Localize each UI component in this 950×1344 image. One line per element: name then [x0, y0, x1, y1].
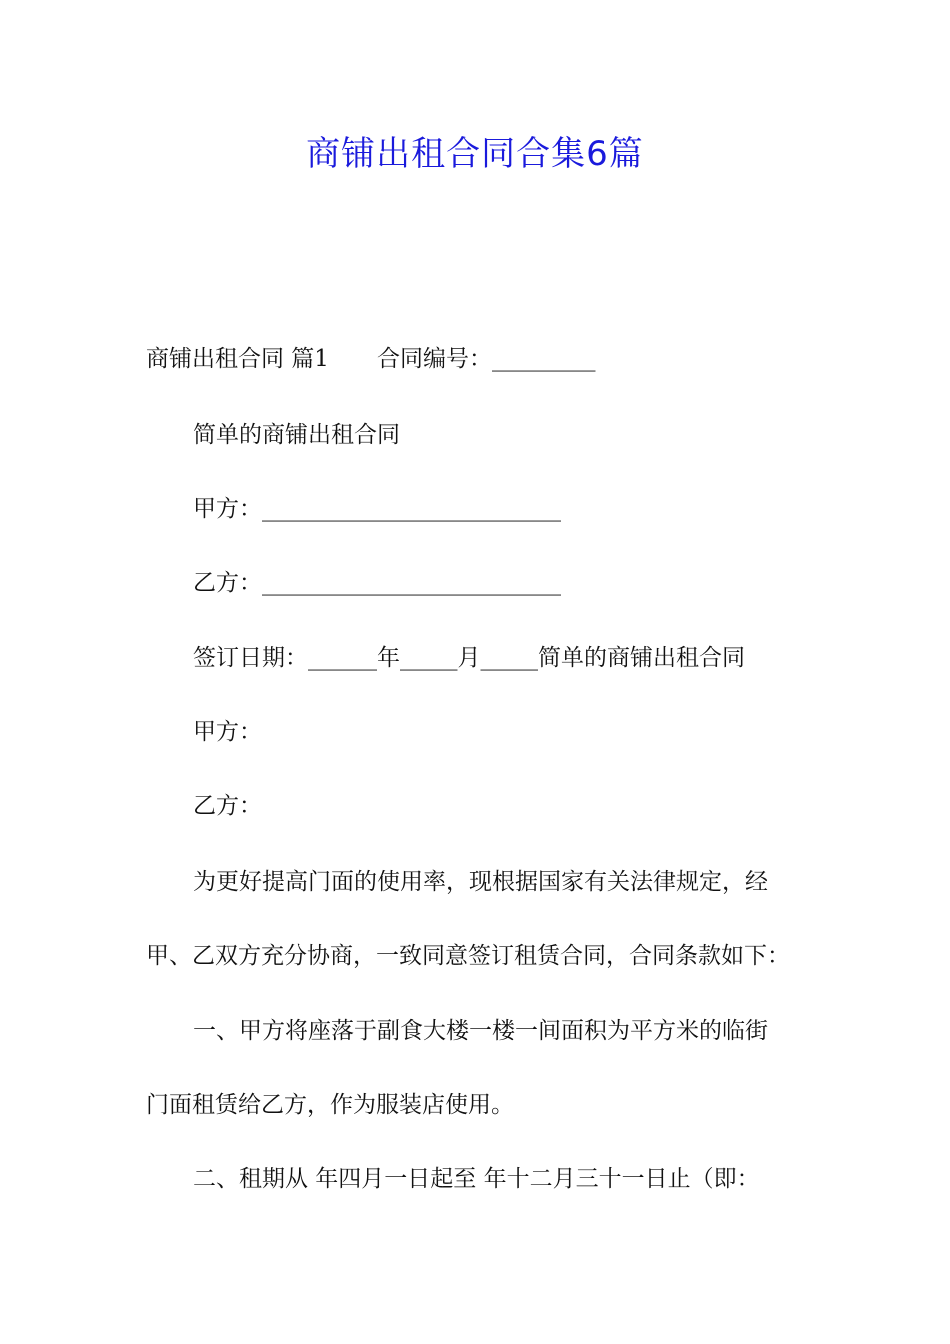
- simple-contract-title: 简单的商铺出租合同: [193, 422, 400, 448]
- paragraph-1-line-2: 甲、乙双方充分协商，一致同意签订租赁合同，合同条款如下：: [146, 943, 790, 969]
- document-title: 商铺出租合同合集6篇: [306, 134, 644, 174]
- paragraph-2-line-2: 门面租赁给乙方，作为服装店使用。: [146, 1092, 514, 1118]
- contract-heading: 商铺出租合同 篇1: [146, 346, 329, 372]
- party-a-label: 甲方：: [193, 719, 262, 745]
- party-b-label: 乙方：: [193, 793, 262, 819]
- paragraph-2-line-1: 一、甲方将座落于副食大楼一楼一间面积为平方米的临街: [193, 1018, 768, 1044]
- contract-number-label: 合同编号：_________: [376, 346, 596, 372]
- party-b-blank: 乙方：__________________________: [193, 570, 561, 596]
- paragraph-1-line-1: 为更好提高门面的使用率，现根据国家有关法律规定，经: [193, 869, 768, 895]
- sign-date-line: 签订日期：______年_____月_____简单的商铺出租合同: [193, 645, 745, 671]
- party-a-blank: 甲方：__________________________: [193, 496, 561, 522]
- paragraph-3-line-1: 二、租期从 年四月一日起至 年十二月三十一日止（即：: [193, 1166, 760, 1192]
- contract-heading-line: [146, 344, 816, 374]
